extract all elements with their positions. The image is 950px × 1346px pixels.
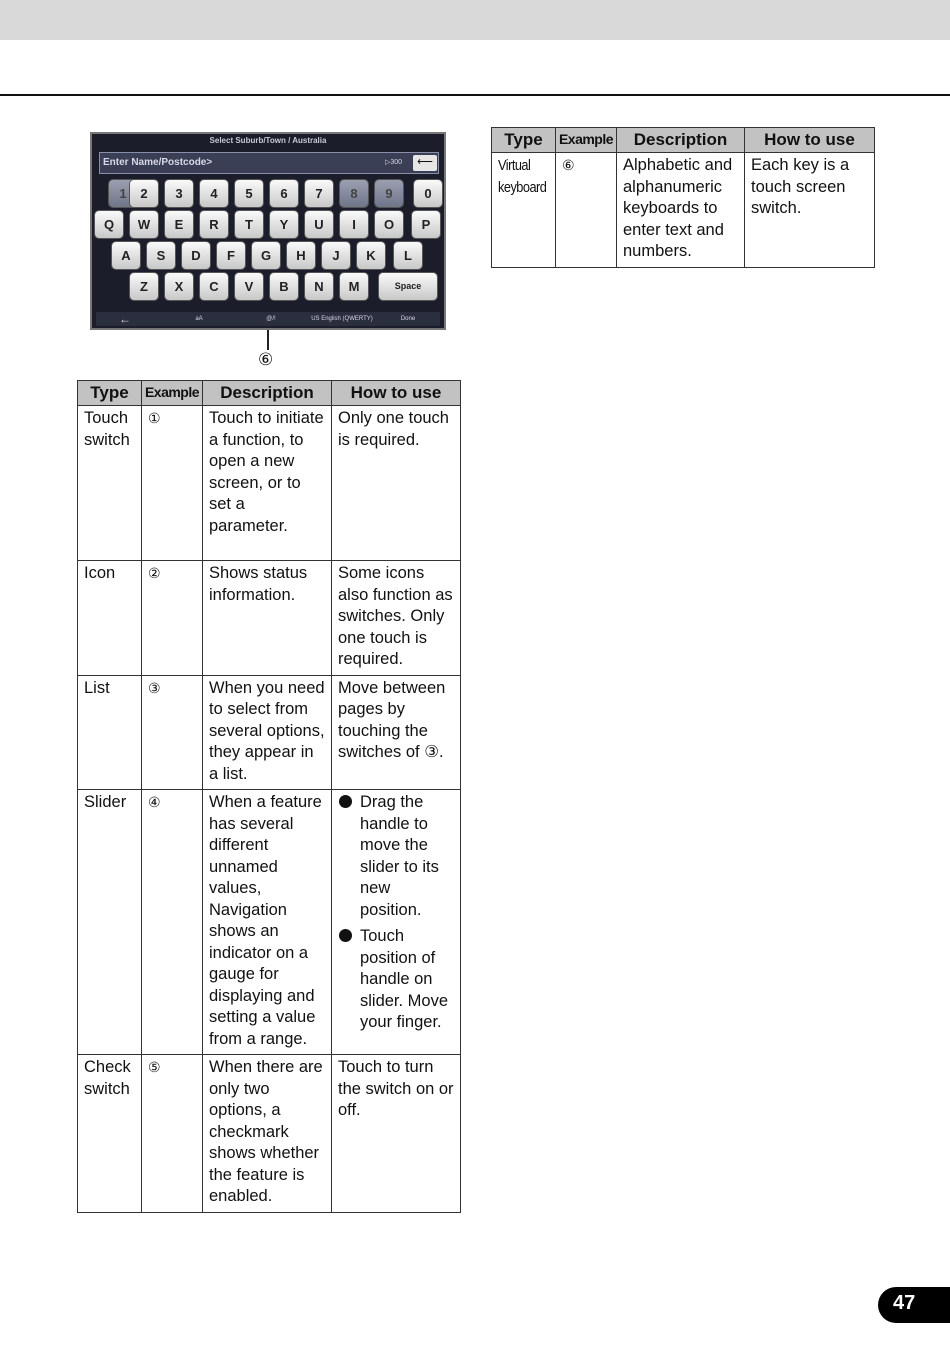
keyboard-key: S <box>147 242 175 269</box>
cell-type: Icon <box>78 561 142 676</box>
cell-type: List <box>78 675 142 790</box>
keyboard-key: 1 <box>109 180 137 207</box>
keyboard-key: 4 <box>200 180 228 207</box>
keyboard-key: N <box>305 273 333 300</box>
cell-type: Slider <box>78 790 142 1055</box>
cell-example: ④ <box>142 790 203 1055</box>
table-row <box>78 675 461 790</box>
keyboard-key: 3 <box>165 180 193 207</box>
backspace-key: ⟵ <box>413 155 437 171</box>
keyboard-key: J <box>322 242 350 269</box>
keyboard-key: E <box>165 211 193 238</box>
keyboard-key: 0 <box>414 180 442 207</box>
header-example: Example <box>556 128 617 153</box>
keyboard-key: X <box>165 273 193 300</box>
cell-how-to-use: Move between pages by touching the switches of ③. <box>332 675 461 790</box>
keyboard-key: B <box>270 273 298 300</box>
keyboard-key: 2 <box>130 180 158 207</box>
keyboard-key: O <box>375 211 403 238</box>
table-row <box>78 790 461 1055</box>
header-type: Type <box>492 128 556 153</box>
table-header-row <box>492 128 875 153</box>
list-item <box>338 792 456 921</box>
cell-example: ⑤ <box>142 1055 203 1213</box>
page-number: 47 <box>878 1287 950 1323</box>
cell-description: Touch to initiate a function, to open a new screen, or to set a parameter. <box>203 406 332 561</box>
layout-button: US English (QWERTY) <box>311 316 373 322</box>
cell-type: Check switch <box>78 1055 142 1213</box>
keyboard-input-field <box>99 152 439 174</box>
cell-example: ③ <box>142 675 203 790</box>
bullet-text: Touch position of handle on slider. Move your finger. <box>360 927 449 1031</box>
keyboard-field-label: Enter Name/Postcode> <box>103 157 213 168</box>
cell-description: When a feature has several different unnamed values, Navigation shows an indicator on a gauge for displaying and setting a value from a range. <box>203 790 332 1055</box>
cell-how-to-use <box>332 790 461 1055</box>
table-header-row <box>78 381 461 406</box>
header-description: Description <box>617 128 745 153</box>
bullet-text: Drag the handle to move the slider to its new position. <box>360 793 439 919</box>
keyboard-key: W <box>130 211 158 238</box>
keyboard-key: 9 <box>375 180 403 207</box>
keyboard-key: Z <box>130 273 158 300</box>
bullet-icon <box>339 929 352 942</box>
keyboard-key: 6 <box>270 180 298 207</box>
done-button: Done <box>400 316 416 322</box>
list-item <box>338 926 456 1034</box>
keyboard-key: 7 <box>305 180 333 207</box>
type-text: Virtual keyboard <box>498 157 547 196</box>
header-how-to-use: How to use <box>745 128 875 153</box>
keyboard-key: V <box>235 273 263 300</box>
keyboard-key: 5 <box>235 180 263 207</box>
keyboard-title: Select Suburb/Town / Australia <box>209 136 327 145</box>
callout-line <box>267 330 269 350</box>
cell-how-to-use: Each key is a touch screen switch. <box>745 153 875 268</box>
header-type: Type <box>78 381 142 406</box>
table-row <box>78 561 461 676</box>
callout-number: ⑥ <box>258 350 274 369</box>
keyboard-key: Y <box>270 211 298 238</box>
keyboard-key: A <box>112 242 140 269</box>
keyboard-key: G <box>252 242 280 269</box>
keyboard-key: D <box>182 242 210 269</box>
keyboard-key: K <box>357 242 385 269</box>
cell-example: ⑥ <box>556 153 617 268</box>
keyboard-key: M <box>340 273 368 300</box>
keyboard-key: Q <box>95 211 123 238</box>
cell-how-to-use: Touch to turn the switch on or off. <box>332 1055 461 1213</box>
cell-type: Touch switch <box>78 406 142 561</box>
symbols-button: @/! <box>266 316 276 322</box>
cell-example: ① <box>142 406 203 561</box>
cell-type <box>492 153 556 268</box>
cell-example: ② <box>142 561 203 676</box>
keyboard-key: H <box>287 242 315 269</box>
keyboard-key: P <box>412 211 440 238</box>
header-band <box>0 0 950 40</box>
header-example: Example <box>142 381 203 406</box>
bullet-icon <box>339 795 352 808</box>
space-key: Space <box>379 273 437 300</box>
virtual-keyboard-screenshot <box>90 132 446 330</box>
cell-description: When you need to select from several options, they appear in a list. <box>203 675 332 790</box>
keyboard-key: C <box>200 273 228 300</box>
keyboard-key: 8 <box>340 180 368 207</box>
keyboard-key: I <box>340 211 368 238</box>
switch-types-table <box>77 380 461 1213</box>
cell-description: When there are only two options, a checkmark shows whether the feature is enabled. <box>203 1055 332 1213</box>
keyboard-key: U <box>305 211 333 238</box>
virtual-keyboard-table <box>491 127 875 268</box>
table-row <box>492 153 875 268</box>
keyboard-key: L <box>394 242 422 269</box>
back-arrow-icon: ← <box>119 312 131 326</box>
how-to-use-list <box>338 792 456 1034</box>
cell-description: Shows status information. <box>203 561 332 676</box>
header-description: Description <box>203 381 332 406</box>
case-toggle-button: aA <box>195 316 203 322</box>
cell-how-to-use: Only one touch is required. <box>332 406 461 561</box>
table-row <box>78 1055 461 1213</box>
keyboard-key: R <box>200 211 228 238</box>
header-how-to-use: How to use <box>332 381 461 406</box>
cell-description: Alphabetic and alphanumeric keyboards to enter text and numbers. <box>617 153 745 268</box>
keyboard-key: F <box>217 242 245 269</box>
keyboard-key: T <box>235 211 263 238</box>
header-rule <box>0 94 950 96</box>
keyboard-field-count: ▷300 <box>385 159 403 166</box>
cell-how-to-use: Some icons also function as switches. Only one touch is required. <box>332 561 461 676</box>
table-row <box>78 406 461 561</box>
